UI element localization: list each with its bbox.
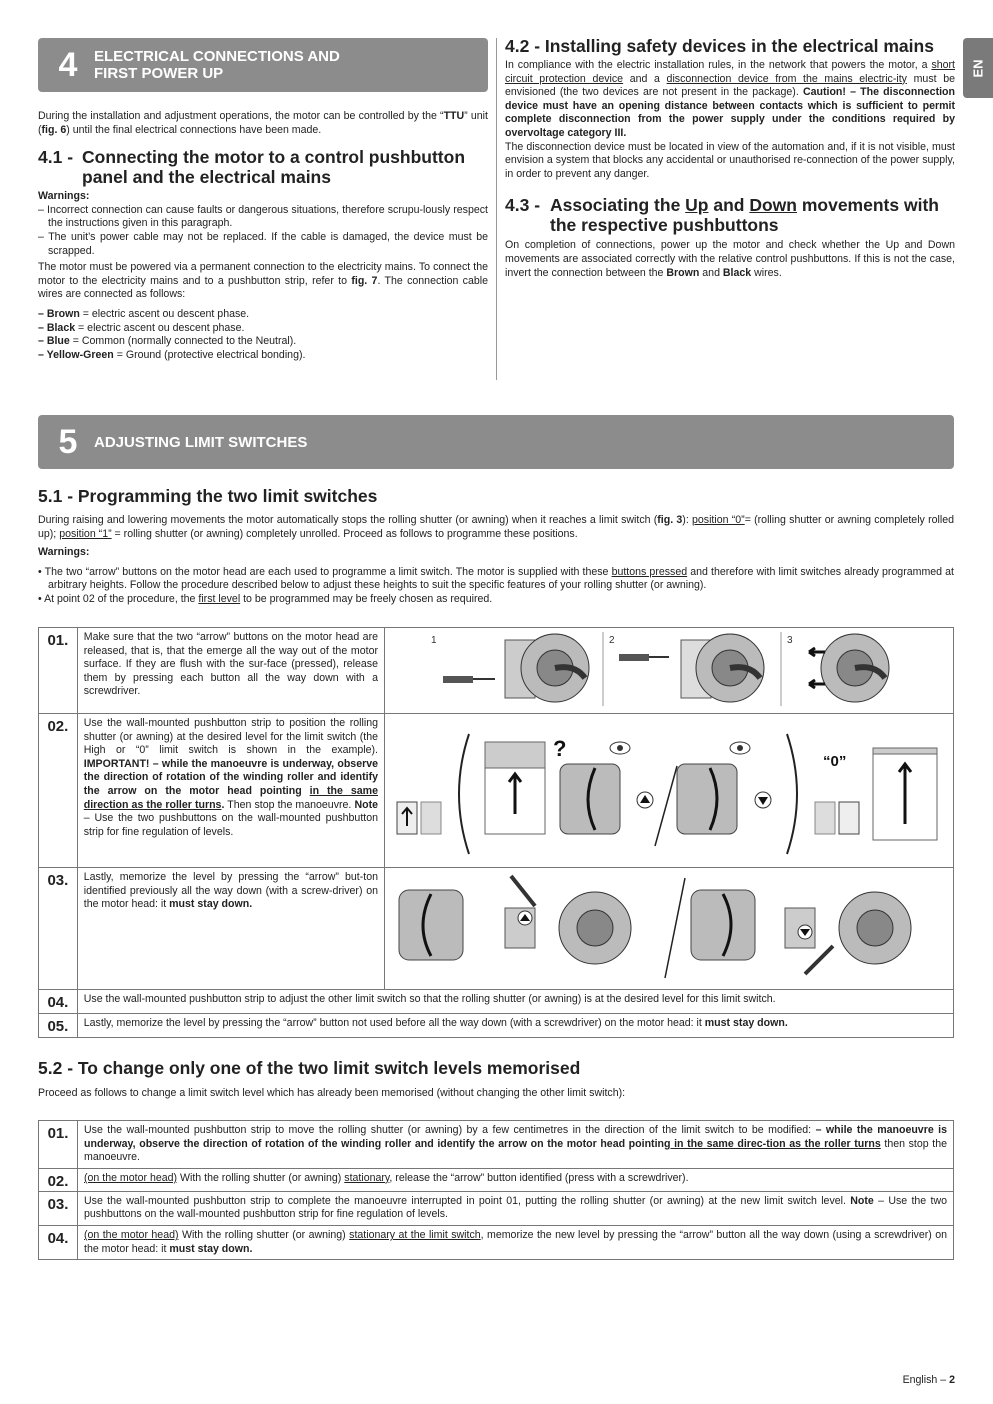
motor-head-icon bbox=[505, 634, 589, 702]
section-title: ELECTRICAL CONNECTIONS AND FIRST POWER UP bbox=[94, 48, 340, 82]
eye-icon bbox=[610, 742, 630, 754]
step-figure bbox=[385, 628, 954, 714]
heading-4-2: 4.2 - Installing safety devices in the electrical mains bbox=[505, 36, 934, 56]
screwdriver-icon bbox=[619, 654, 669, 661]
page-footer: English – 2 bbox=[902, 1374, 955, 1386]
step-row bbox=[39, 628, 954, 714]
arrow-left-icon bbox=[809, 648, 825, 656]
screwdriver-icon bbox=[805, 946, 833, 974]
step-row bbox=[39, 1121, 954, 1169]
change-level-intro: Proceed as follows to change a limit switch level which has already been memorised (without changing the other limit switch): bbox=[38, 1087, 626, 1099]
winding-roller-icon bbox=[691, 890, 755, 960]
heading-5-2: 5.2 - To change only one of the two limit switch levels memorised bbox=[38, 1058, 581, 1078]
winding-roller-icon bbox=[677, 764, 737, 834]
wire-item: – Black = electric ascent ou descent phase. bbox=[38, 321, 245, 334]
wire-item: – Yellow-Green = Ground (protective electrical bonding). bbox=[38, 348, 306, 361]
svg-text:?: ? bbox=[553, 736, 567, 761]
step-row bbox=[39, 1191, 954, 1225]
section-4-banner bbox=[38, 38, 488, 92]
svg-text:1: 1 bbox=[431, 635, 437, 646]
release-buttons-illustration bbox=[385, 628, 953, 708]
step-number: 01. bbox=[39, 1121, 78, 1169]
memorize-level-illustration bbox=[385, 868, 953, 984]
step-row bbox=[39, 714, 954, 868]
step-text: Use the wall-mounted pushbutton strip to position the rolling shutter (or awning) at the desired level for the limit switch (the High or “0” limit switch is shown in the example). IMPORTANT! – while the manoeuvre is underway, observe the direction of rotation of the winding roller and identify the arrow on the motor head pointing in the same direction as the roller turns. Then stop the manoeuvre. Note – Use the two pushbuttons on the wall-mounted pushbutton strip for fine regulation of levels. bbox=[77, 714, 384, 868]
bullet-item: • The two “arrow” buttons on the motor head are each used to programme a limit switch. The motor is supplied with these buttons pressed and therefore with limit switches already programmed at arbitrary heights. Follow the procedure described below to adjust these heights to suit the specific features of your rolling shutter (or awning). bbox=[38, 565, 954, 592]
step-row bbox=[39, 1014, 954, 1038]
screwdriver-icon bbox=[443, 676, 495, 683]
steps-table-5-1 bbox=[38, 627, 954, 1038]
wire-list bbox=[38, 308, 488, 362]
observe-rotation-illustration bbox=[385, 714, 953, 862]
warning-item: – The unit’s power cable may not be replaced. If the cable is damaged, the device must be scrapped. bbox=[38, 230, 488, 257]
section-number: 4 bbox=[58, 45, 78, 84]
heading-4-3: 4.3 - Associating the Up and Down movements with the respective pushbuttons bbox=[505, 195, 939, 236]
svg-text:2: 2 bbox=[609, 635, 615, 646]
power-paragraph: The motor must be powered via a permanent connection to the electricity mains. To connect the motor to the electricity mains and to a pushbutton strip, refer to fig. 7. The connection cable wires are connected as follows: bbox=[38, 261, 488, 301]
safety-paragraph: In compliance with the electric installation rules, in the network that powers the motor, a short circuit protection device and a disconnection device from the mains electric-ity must be envisioned (the two devices are not present in the package). Caution! – The disconnection device must have an opening distance between contacts which is sufficient to permit complete disconnection from the power supply under the conditions required by overvoltage category III. bbox=[505, 59, 955, 139]
section-5-1 bbox=[38, 486, 954, 607]
down-arrow-button-icon bbox=[798, 925, 812, 939]
page-number: 2 bbox=[949, 1374, 955, 1386]
step-row bbox=[39, 990, 954, 1014]
svg-text:“0”: “0” bbox=[823, 753, 847, 770]
association-paragraph: On completion of connections, power up the motor and check whether the Up and Down movements are associated correctly with the relative control pushbuttons. If this is not the case, invert the connection between the Brown and Black wires. bbox=[505, 239, 955, 279]
intro-paragraph: During the installation and adjustment operations, the motor can be controlled by the “TTU” unit (fig. 6) until the final electrical connections have been made. bbox=[38, 110, 488, 136]
steps-table-5-2 bbox=[38, 1120, 954, 1260]
step-figure bbox=[385, 868, 954, 990]
section-4-left-column bbox=[38, 110, 488, 362]
heading-5-1: 5.1 - Programming the two limit switches bbox=[38, 486, 378, 506]
language-tab-label: EN bbox=[970, 58, 986, 78]
warnings-label: Warnings: bbox=[38, 546, 90, 559]
eye-icon bbox=[730, 742, 750, 754]
wire-item: – Brown = electric ascent ou descent phase. bbox=[38, 307, 250, 320]
step-text: Use the wall-mounted pushbutton strip to move the rolling shutter (or awning) by a few centimetres in the direction of the limit switch to be modified: – while the manoeuvre is underway, observe the direction of rotation of the winding roller and identify the arrow on the motor head pointing in the same direc-tion as the roller turns then stop the manoeuvre. bbox=[78, 1121, 954, 1169]
language-tab bbox=[963, 38, 993, 98]
svg-text:3: 3 bbox=[787, 635, 793, 646]
column-divider bbox=[496, 38, 497, 380]
section-4-right-column bbox=[505, 36, 955, 280]
motor-head-icon bbox=[505, 892, 631, 964]
step-text: Use the wall-mounted pushbutton strip to adjust the other limit switch so that the rolling shutter (or awning) is at the desired level for this limit switch. bbox=[77, 990, 953, 1014]
pushbutton-strip-icon bbox=[397, 802, 441, 834]
section-5-banner bbox=[38, 415, 954, 469]
window-shutter-icon bbox=[485, 742, 545, 834]
winding-roller-icon bbox=[399, 890, 463, 960]
step-number: 02. bbox=[39, 714, 78, 868]
warning-item: – Incorrect connection can cause faults or dangerous situations, therefore scrupu-lously respect the instructions given in this paragraph. bbox=[38, 203, 488, 230]
step-number: 03. bbox=[39, 1191, 78, 1225]
step-text: Make sure that the two “arrow” buttons on the motor head are released, that is, that the emerge all the way out of the motor surface. If they are flush with the sur-face (pressed), release them by pressing each button all the way down with a screwdriver. bbox=[77, 628, 384, 714]
step-number: 01. bbox=[39, 628, 78, 714]
warnings-label: Warnings: bbox=[38, 190, 90, 203]
down-arrow-button-icon bbox=[755, 792, 771, 808]
bullet-item: • At point 02 of the procedure, the first level to be programmed may be freely chosen as required. bbox=[38, 592, 493, 605]
step-text: Use the wall-mounted pushbutton strip to complete the manoeuvre interrupted in point 01, putting the rolling shutter (or awning) at the new limit switch level. Note – Use the two pushbuttons on the wall-mounted pushbutton strip for fine regulation of levels. bbox=[78, 1191, 954, 1225]
heading-4-1: 4.1 - Connecting the motor to a control pushbutton panel and the electrical mains bbox=[38, 147, 466, 188]
step-number: 02. bbox=[39, 1168, 78, 1191]
step-row bbox=[39, 868, 954, 990]
up-arrow-button-icon bbox=[637, 792, 653, 808]
step-text: Lastly, memorize the level by pressing the “arrow” button not used before all the way down (with a screwdriver) on the motor head: it must stay down. bbox=[77, 1014, 953, 1038]
limit-switch-paragraph: During raising and lowering movements the motor automatically stops the rolling shutter (or awning) when it reaches a limit switch (fig. 3): position “0”= (rolling shutter or awning completely rolled up); position “1” = rolling shutter (or awning) completely unrolled. Proceed as follows to programme these positions. bbox=[38, 514, 954, 540]
arrow-left-icon bbox=[809, 680, 825, 688]
disconnection-paragraph: The disconnection device must be located in view of the automation and, if it is not visible, must envision a system that blocks any accidental or unauthorised re-connection of the power supply, in order to prevent any danger. bbox=[505, 140, 955, 180]
step-number: 05. bbox=[39, 1014, 78, 1038]
step-text: (on the motor head) With the rolling shutter (or awning) stationary at the limit switch, memorize the new level by pressing the “arrow” button all the way down (using a screwdriver) on the motor head: it must stay down. bbox=[78, 1225, 954, 1259]
pushbutton-strip-icon bbox=[815, 802, 859, 834]
winding-roller-icon bbox=[560, 764, 620, 834]
section-5-2 bbox=[38, 1058, 954, 1101]
motor-head-icon bbox=[681, 634, 764, 702]
step-number: 04. bbox=[39, 990, 78, 1014]
step-figure bbox=[385, 714, 954, 868]
step-row bbox=[39, 1168, 954, 1191]
screwdriver-icon bbox=[511, 876, 535, 906]
section-number: 5 bbox=[58, 422, 78, 461]
window-shutter-icon bbox=[873, 748, 937, 840]
step-row bbox=[39, 1225, 954, 1259]
step-text: (on the motor head) With the rolling shutter (or awning) stationary, release the “arrow” button identified (press with a screwdriver). bbox=[78, 1168, 954, 1191]
section-title: ADJUSTING LIMIT SWITCHES bbox=[94, 433, 308, 451]
step-number: 03. bbox=[39, 868, 78, 990]
up-arrow-button-icon bbox=[518, 911, 532, 925]
step-number: 04. bbox=[39, 1225, 78, 1259]
wire-item: – Blue = Common (normally connected to the Neutral). bbox=[38, 335, 297, 348]
step-text: Lastly, memorize the level by pressing the “arrow” but-ton identified previously all the way down (with a screw-driver) on the motor head: it must stay down. bbox=[77, 868, 384, 990]
motor-head-icon bbox=[821, 634, 889, 702]
